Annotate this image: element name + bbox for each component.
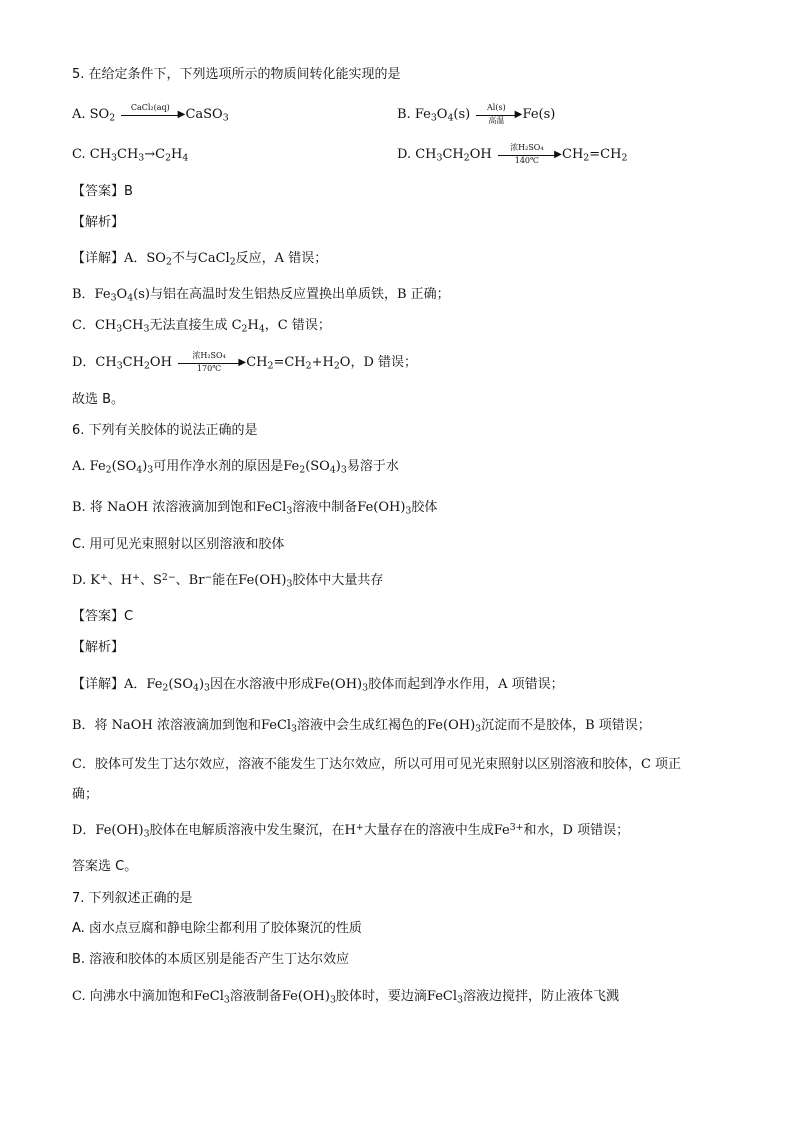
q6-detail-c: C．胶体可发生丁达尔效应，溶液不能发生丁达尔效应，所以可用可见光束照射以区别溶液和胶体，C 项正 — [72, 757, 682, 772]
q6-detail-d: D．$Fe(OH)_3$胶体在电解质溶液中发生聚沉，在H+大量存在的溶液中生成$Fe^{3+}$和水，D 项错误； — [72, 821, 630, 840]
analysis-label: 【解析】 — [72, 640, 125, 655]
answer-label: 【答案】B — [72, 184, 133, 199]
q5-option-c: C. $CH_3CH_3\to C_2H_4$ — [72, 147, 189, 164]
analysis-label: 【解析】 — [72, 215, 125, 230]
q5-option-d: D. $CH_3CH_2OH$ 浓H₂SO₄ ▶ 140℃ $CH_2=CH_2$ — [397, 142, 628, 165]
q5-conclusion: 故选 B。 — [72, 392, 125, 407]
q6-conclusion: 答案选 C。 — [72, 859, 138, 874]
reaction-arrow: 浓H₂SO₄ ▶ 140℃ — [498, 154, 556, 156]
q6-detail-b: B．将 NaOH 浓溶液滴加到饱和FeCl$_3$溶液中会生成红褐色的$Fe(OH)_3$沉淀而不是胶体，B 项错误； — [72, 718, 651, 735]
q6-stem: 6. 下列有关胶体的说法正确的是 — [72, 423, 258, 438]
reaction-arrow: Al(s) ▶ 高温 — [476, 114, 516, 116]
q7-stem: 7. 下列叙述正确的是 — [72, 891, 193, 906]
reaction-arrow: 浓H₂SO₄ ▶ 170℃ — [178, 362, 240, 364]
q7-option-b: B. 溶液和胶体的本质区别是能否产生丁达尔效应 — [72, 952, 350, 967]
q6-option-a: A. $Fe_2(SO_4)_3$可用作净水剂的原因是$Fe_2(SO_4)_3$易溶于水 — [72, 459, 399, 476]
q5-option-a: A. $SO_2$ CaCl₂(aq) ▶ CaSO$_3$ — [72, 102, 229, 124]
q6-option-c: C. 用可见光束照射以区别溶液和胶体 — [72, 537, 285, 552]
q5-detail-c: C．$CH_3CH_3$无法直接生成 $C_2H_4$，C 错误； — [72, 318, 331, 335]
q5-detail-d: D．$CH_3CH_2OH$ 浓H₂SO₄ ▶ 170℃ $CH_2=CH_2+H_2O$，D 错误； — [72, 350, 417, 373]
q6-option-d: D. K+、H+、$S^{2-}$、Br−能在$Fe(OH)_3$胶体中大量共存 — [72, 571, 384, 590]
q6-option-b: B. 将 NaOH 浓溶液滴加到饱和FeCl$_3$溶液中制备$Fe(OH)_3$胶体 — [72, 500, 438, 517]
q7-option-a: A. 卤水点豆腐和静电除尘都利用了胶体聚沉的性质 — [72, 921, 362, 936]
q5-detail-a: 【详解】A．$SO_2$不与CaCl$_2$反应，A 错误； — [72, 251, 328, 268]
q6-detail-c-cont: 确； — [72, 787, 99, 802]
q7-option-c: C. 向沸水中滴加饱和FeCl$_3$溶液制备$Fe(OH)_3$胶体时，要边滴FeCl$_3$溶液边搅拌，防止液体飞溅 — [72, 989, 619, 1006]
q5-stem: 5. 在给定条件下，下列选项所示的物质间转化能实现的是 — [72, 67, 401, 82]
reaction-arrow: CaCl₂(aq) ▶ — [121, 114, 179, 116]
q6-detail-a: 【详解】A．$Fe_2(SO_4)_3$因在水溶液中形成$Fe(OH)_3$胶体而起到净水作用，A 项错误； — [72, 677, 564, 694]
q5-detail-b: B．$Fe_3O_4(s)$与铝在高温时发生铝热反应置换出单质铁，B 正确； — [72, 287, 450, 304]
q5-option-b: B. $Fe_3O_4(s)$ Al(s) ▶ 高温 Fe(s) — [397, 102, 556, 125]
answer-label: 【答案】C — [72, 609, 134, 624]
